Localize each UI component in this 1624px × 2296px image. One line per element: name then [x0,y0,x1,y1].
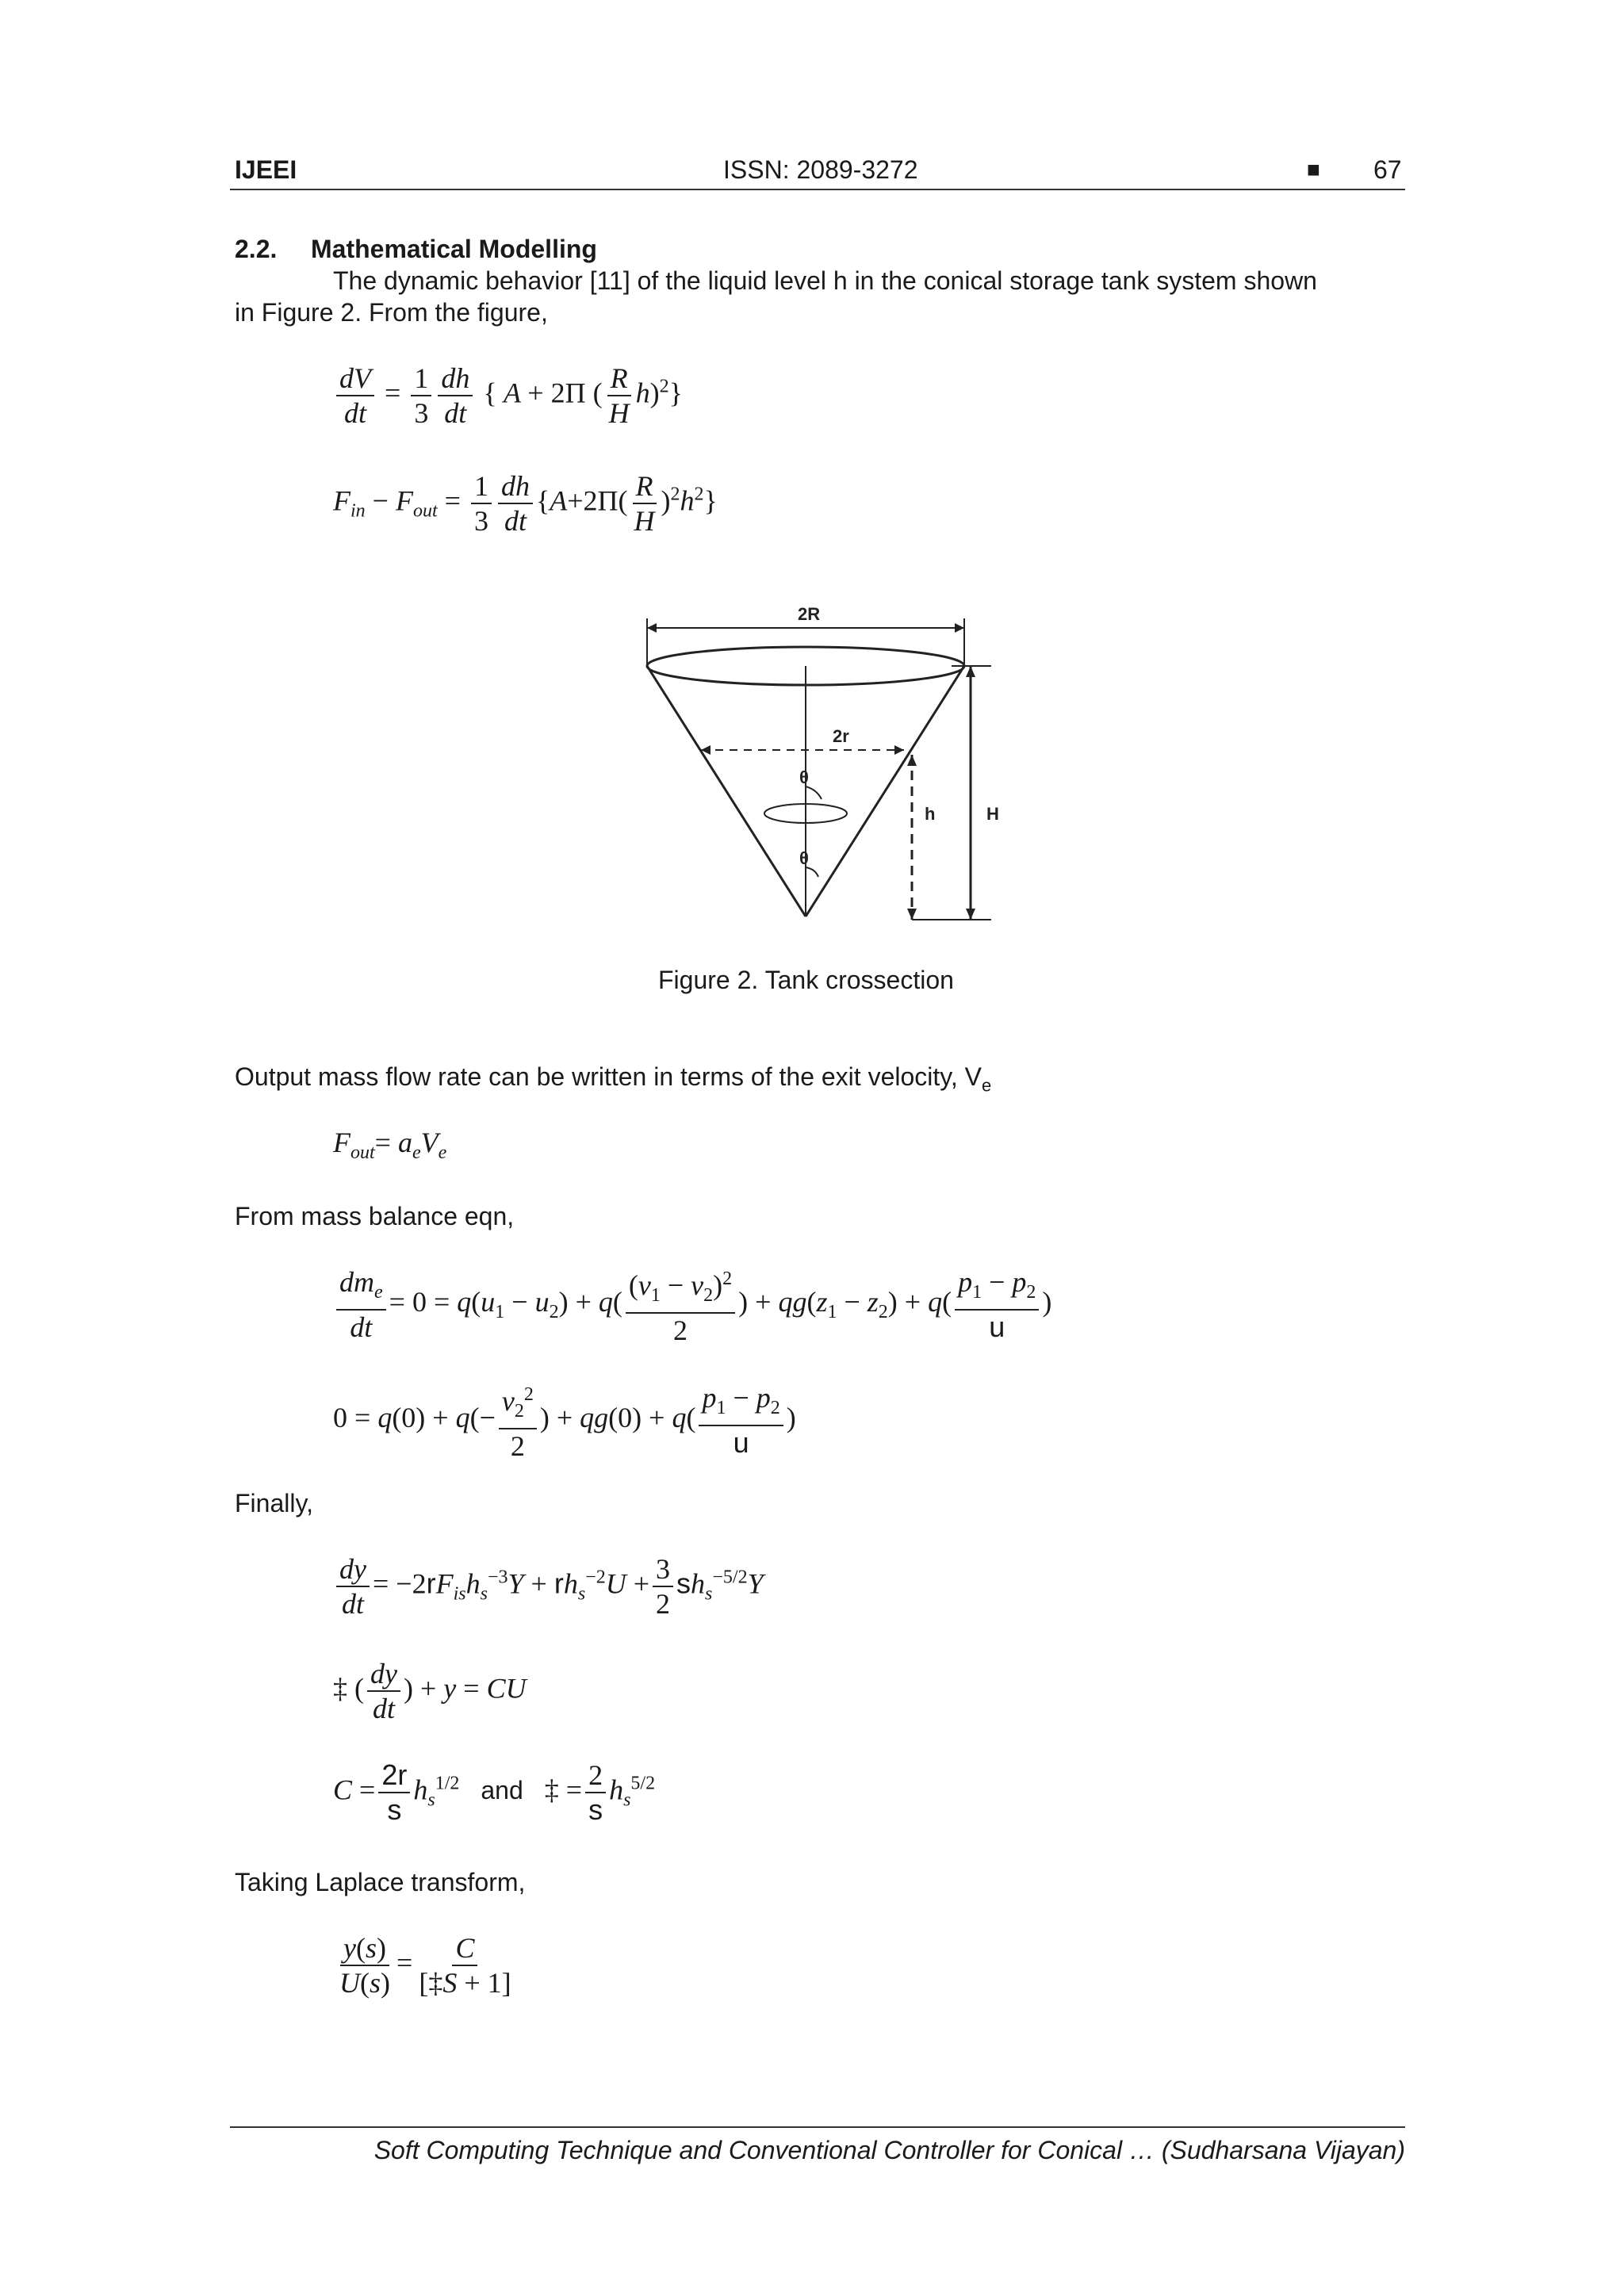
output-mass-subscript: e [982,1075,992,1096]
cone-left-side [647,666,806,916]
cone-right-side [806,666,964,916]
label-H: H [986,804,999,824]
theta-arc-lower [806,867,818,877]
intro-line-2: in Figure 2. From the figure, [235,298,548,327]
figure-caption: Figure 2. Tank crossection [658,966,954,994]
label-h: h [925,804,936,824]
equation-first-order: ‡ ( $\frac{dy}{dt}$ ) + y = CU [333,1658,527,1724]
equation-flow-balance: $F_{in} - F_{out}$ = $\frac{1}{3}$ $\frac{dh}{dt}$ {A+2Π( $\frac{R}{H}$ )$^2h^2$} [333,470,718,537]
equation-constants: C = $\frac{2r}{s}$ $h_s^{1/2}$ and ‡ = $\frac{2}{s}$ $h_s^{5/2}$ [333,1758,656,1826]
intro-line-1: The dynamic behavior [11] of the liquid level h in the conical storage tank system shown [333,266,1317,295]
footer-text: Soft Computing Technique and Conventional Controller for Conical … (Sudharsana Vijayan) [373,2136,1405,2164]
equation-transfer-function: $\frac{y(s)}{U(s)}$ = $\frac{C}{[\ddagger S + 1]}$ [339,1932,511,1999]
label-2R: 2R [798,604,821,624]
label-2r: 2r [833,726,849,746]
header-rule [230,189,1405,190]
equation-dy-dt: $\frac{dy}{dt}$ = $-2rF_{is}h_s^{-3}Y + rh_s^{-2}U$ + $\frac{3}{2}$ $sh_s^{-5/2}Y$ [333,1552,764,1621]
issn: ISSN: 2089-3272 [723,155,918,184]
output-mass-text [235,1059,991,1103]
output-mass-sentence: Output mass flow rate can be written in terms of the exit velocity, V [235,1062,982,1091]
equation-mass-balance-simplified: 0 = q(0) + q(− $\frac{v_2^2}{2}$ ) + qg(0) + q( $\frac{p_1 - p_2}{u}$ ) [333,1378,796,1463]
section-title: Mathematical Modelling [311,235,597,263]
finally-text: Finally, [235,1489,313,1517]
square-icon: ■ [1307,157,1320,182]
theta-arc-upper [806,786,822,799]
and-word: and [481,1776,523,1805]
mass-balance-text: From mass balance eqn, [235,1202,515,1230]
equation-mass-balance: $\frac{dm_e}{dt}$ = $0 = q(u_1 - u_2) + q$( $\frac{(v_1 - v_2)^2}{2}$ ) + $qg(z_1 - z_2) + q$( $\frac{p_1 - p_2}{u}$ ) [333,1262,1051,1347]
footer-rule [230,2126,1405,2128]
section-number: 2.2. [235,235,278,263]
equation-dv-dt: $\frac{dV}{dt}$ = $\frac{1}{3}$ $\frac{dh}{dt}$ { A + 2Π ( $\frac{R}{H}$ h)$^2$} [333,362,683,430]
tank-crossection-figure [619,599,1031,932]
laplace-text: Taking Laplace transform, [235,1868,526,1896]
page-number: 67 [1373,155,1402,184]
equation-fout: $F_{out}= a_eV_e$ [333,1127,447,1164]
label-theta-upper: θ [799,767,809,787]
journal-name: IJEEI [235,155,297,184]
label-theta-lower: θ [799,848,809,868]
